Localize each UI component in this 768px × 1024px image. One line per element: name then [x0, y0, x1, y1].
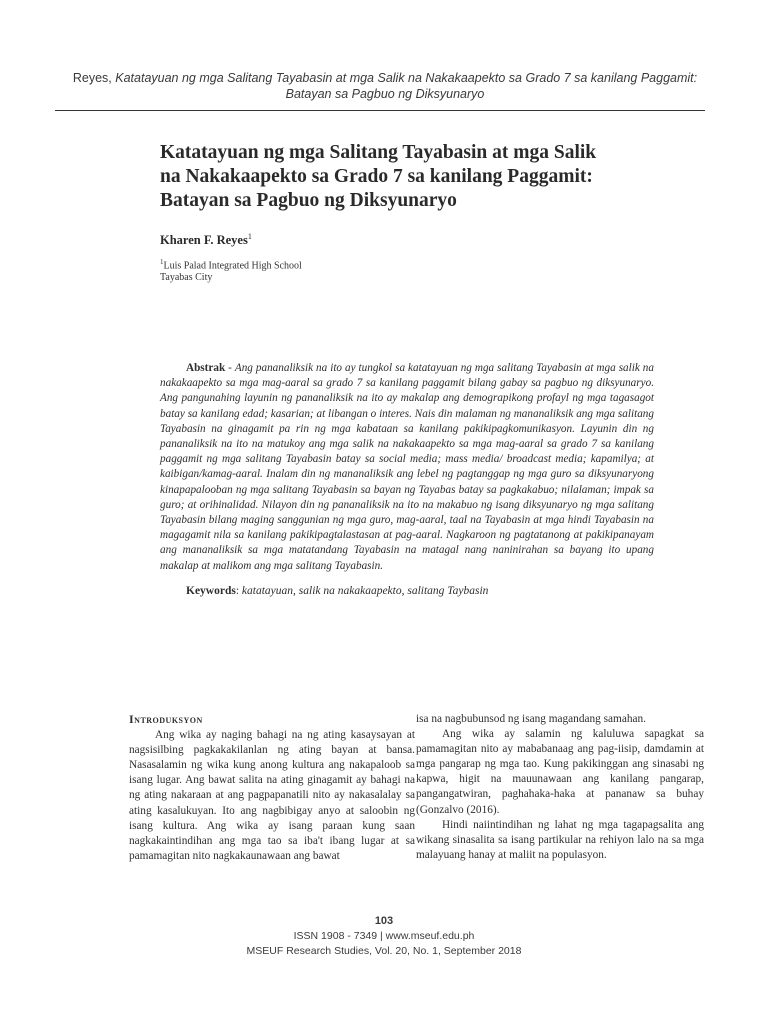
author-name — [160, 232, 252, 248]
affiliation-city: Tayabas City — [160, 272, 213, 284]
body-paragraph-continued: isa na nagbubunsod ng isang magandang samahan. — [416, 713, 646, 725]
page-footer — [0, 913, 768, 959]
keywords-label: Keywords — [186, 585, 236, 597]
affiliation-sup: 1 — [160, 258, 164, 266]
body-column-right — [416, 712, 704, 863]
body-paragraph: Ang wika ay salamin ng kaluluwa sapagkat sa pamamagitan nito ay mababanaag ang pag-iisip, damdamin at mga pangarap ng mga tao. Kung pakikinggan ang sinasabi ng kapwa, higit na mauunawaan ang kanilang pangarap, pangangatwiran, paghahaka-haka at pananaw sa buhay (Gonzalvo (2016). — [416, 728, 704, 816]
running-head-author: Reyes, — [72, 71, 112, 85]
body-column-left — [129, 712, 415, 864]
affiliation-school: Luis Palad Integrated High School — [163, 260, 302, 272]
page-number: 103 — [374, 915, 394, 927]
running-head-title: Katatayuan ng mga Salitang Tayabasin at mga Salik na Nakakaapekto sa Grado 7 sa kanilang Paggamit: — [115, 71, 698, 85]
keywords-colon: : — [235, 585, 240, 597]
keywords — [186, 585, 488, 597]
abstract-text: Ang pananaliksik na ito ay tungkol sa katatayuan ng mga salitang Tayabasin at mga salik na nakakaapekto sa mga mag-aaral sa grado 7 sa kanilang paggamit bilang gabay sa pagbuo ng diksyunaryo. Ang pangunahing layunin ng pananaliksik na ito ay makalap ang demograpikong profayl ng mga tagasagot batay sa kanilang edad; kasarian; at libangan o interes. Nais din malaman ng mananaliksik ang mga salitang Tayabasin na ginagamit pa rin ng mga kabataan sa kanilang pakikipagkomunikasyon. Layunin din ng pananaliksik na ito na matukoy ang mga salik na nakakaapekto sa mga mag-aaral sa grado 7 sa kanilang paggamit ng mga salitang Tayabasin batay sa social media; mass media/ broadcast media; kapamilya; at kaibigan/kamag-aaral. Inalam din ng mananaliksik ang lebel ng pagtanggap ng mga guro sa diksyunaryong kinapapalooban ng mga salitang Tayabasin sa bayan ng Tayabas batay sa pagkakabuo; nilalaman; impak sa guro; at orihinalidad. Nilayon din ng pananaliksik na ito na makabuo ng isang diksyunaryo ng mga salitang Tayabasin bilang maging sanggunian ng mga guro, mag-aaral, taal na Tayabasin at mga hindi Tayabasin na magagamit nila sa kanilang pakikipagtalastasan at pag-aaral. Nagkaroon ng pagtatanong at pakikipanayam ang mananaliksik sa mga matatandang Tayabasin na matagal nang naninirahan sa bayang ito upang makalap at malikom ang mga salitang Tayabasin. — [160, 362, 654, 572]
body-paragraph: Hindi naiintindihan ng lahat ng mga tagapagsalita ang wikang sinasalita sa isang partikular na rehiyon lalo na sa mga malayuang hanay at maliit na populasyon. — [416, 818, 704, 861]
body-paragraph: Ang wika ay naging bahagi na ng ating kasaysayan at nagsisilbing pagkakakilanlan ng ating bayan at bansa. Nasasalamin ng wika kung anong kultura ang nakapaloob sa isang lugar. Ang bawat salita na ating ginagamit ay bahagi na ng ating nakaraan at ang pagpapanatili nito ay nakasalalay sa ating kasalukuyan. Ito ang nagbibigay anyo at saloobin ng isang kultura. Ang wika ay isang paraan kung saan nagkakaintindihan ang mga tao sa iba't ibang lugar at sa pamamagitan nito nagkakaunawaan ang bawat — [129, 729, 415, 862]
running-head-title-line2: Batayan sa Pagbuo ng Diksyunaryo — [285, 87, 485, 101]
abstract-label: Abstrak — [186, 362, 226, 374]
paper-title-line2: na Nakakaapekto sa Grado 7 sa kanilang Paggamit: — [160, 166, 593, 187]
author-name-text: Kharen F. Reyes — [160, 233, 248, 248]
abstract — [160, 361, 654, 574]
abstract-separator: - — [225, 362, 235, 374]
issn-line: ISSN 1908 - 7349 | www.mseuf.edu.ph — [293, 930, 475, 942]
running-head — [60, 70, 710, 102]
paper-title-line1: Katatayuan ng mga Salitang Tayabasin at mga Salik — [160, 142, 597, 163]
paper-title — [160, 141, 700, 213]
affiliation — [160, 256, 302, 284]
author-sup: 1 — [247, 232, 252, 241]
keywords-text: katatayuan, salik na nakakaapekto, salitang Taybasin — [239, 585, 489, 597]
header-divider — [55, 110, 705, 111]
section-heading-introduksyon: Introduksyon — [129, 712, 203, 726]
journal-line: MSEUF Research Studies, Vol. 20, No. 1, September 2018 — [246, 945, 522, 957]
paper-title-line3: Batayan sa Pagbuo ng Diksyunaryo — [160, 190, 457, 211]
